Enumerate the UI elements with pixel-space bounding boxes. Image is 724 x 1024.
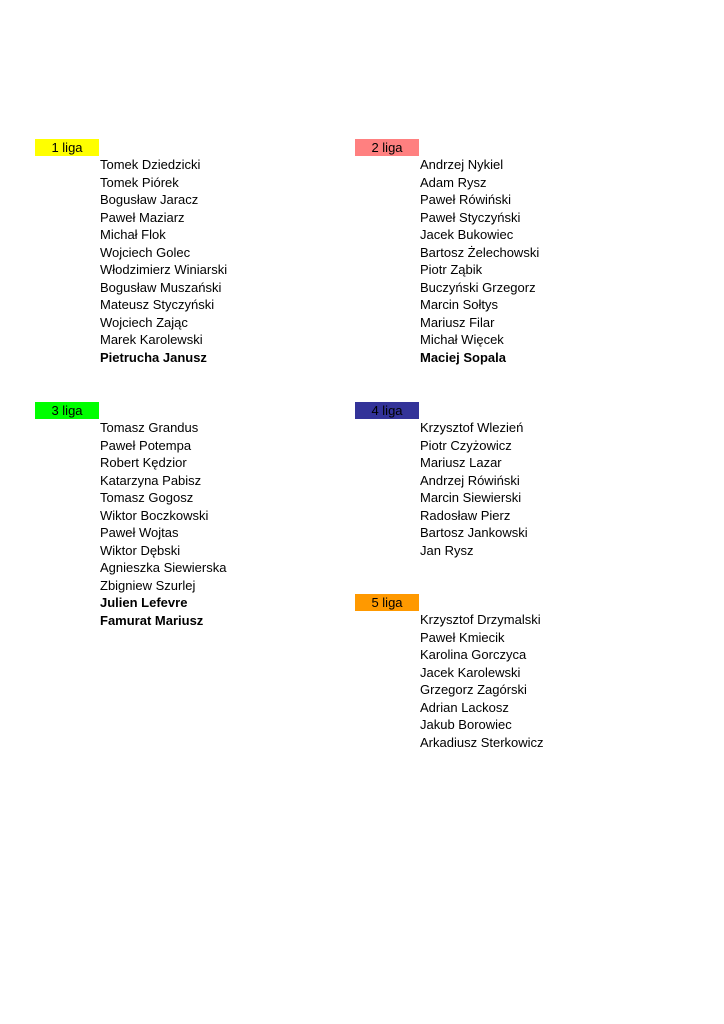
player-name: Marcin Siewierski <box>420 490 522 505</box>
player-name: Adam Rysz <box>420 174 487 190</box>
player-name: Bogusław Jaracz <box>100 192 199 207</box>
player-name: Jakub Borowiec <box>420 717 512 732</box>
league-label: 3 liga <box>35 402 99 419</box>
player-name: Michał Flok <box>100 227 166 242</box>
player-name: Tomek Dziedzicki <box>100 157 201 172</box>
player-name: Radosław Pierz <box>420 507 511 523</box>
player-list <box>100 419 226 629</box>
player-name: Buczyński Grzegorz <box>420 279 536 295</box>
player-name: Zbigniew Szurlej <box>100 577 196 593</box>
player-name: Karolina Gorczyca <box>420 647 527 662</box>
player-list <box>420 611 544 751</box>
player-name: Andrzej Nykiel <box>420 157 504 172</box>
player-name: Mateusz Styczyński <box>100 297 215 312</box>
player-list <box>420 156 539 366</box>
player-name: Krzysztof Wlezień <box>420 420 524 435</box>
player-name: Piotr Ząbik <box>420 262 483 277</box>
player-name: Robert Kędzior <box>100 455 187 470</box>
player-name: Wiktor Dębski <box>100 542 181 558</box>
player-name: Katarzyna Pabisz <box>100 472 202 488</box>
player-list <box>420 419 528 559</box>
player-name: Piotr Czyżowicz <box>420 437 512 453</box>
player-name: Paweł Rówiński <box>420 192 512 207</box>
player-name-bold: Julien Lefevre <box>100 595 188 610</box>
player-name: Paweł Styczyński <box>420 209 521 225</box>
player-name: Tomasz Gogosz <box>100 490 194 505</box>
player-name-bold: Famurat Mariusz <box>100 612 204 628</box>
player-name: Wojciech Golec <box>100 244 191 260</box>
player-name: Jacek Bukowiec <box>420 227 514 242</box>
player-name: Mariusz Lazar <box>420 455 502 470</box>
player-name: Agnieszka Siewierska <box>100 560 227 575</box>
player-name: Paweł Kmiecik <box>420 629 505 645</box>
player-name: Tomek Piórek <box>100 174 179 190</box>
player-name: Arkadiusz Sterkowicz <box>420 734 544 750</box>
league-label: 4 liga <box>355 402 419 419</box>
player-name: Adrian Lackosz <box>420 699 509 715</box>
player-name: Paweł Potempa <box>100 437 192 453</box>
player-name: Wojciech Zając <box>100 314 188 330</box>
player-name-bold: Pietrucha Janusz <box>100 349 207 365</box>
player-name: Bogusław Muszański <box>100 279 222 295</box>
league-label: 1 liga <box>35 139 99 156</box>
player-name: Grzegorz Zagórski <box>420 682 527 697</box>
player-name: Tomasz Grandus <box>100 420 199 435</box>
player-name: Krzysztof Drzymalski <box>420 612 541 627</box>
player-name: Bartosz Żelechowski <box>420 244 540 260</box>
player-name-bold: Maciej Sopala <box>420 349 506 365</box>
player-name: Wiktor Boczkowski <box>100 507 209 523</box>
player-name: Marcin Sołtys <box>420 297 499 312</box>
player-name: Jan Rysz <box>420 542 474 558</box>
league-label: 5 liga <box>355 594 419 611</box>
player-name: Michał Więcek <box>420 332 504 347</box>
league-label: 2 liga <box>355 139 419 156</box>
player-name: Włodzimierz Winiarski <box>100 262 228 277</box>
player-name: Marek Karolewski <box>100 332 203 347</box>
player-name: Mariusz Filar <box>420 314 495 330</box>
player-name: Paweł Wojtas <box>100 525 179 540</box>
player-name: Andrzej Rówiński <box>420 472 520 488</box>
player-name: Paweł Maziarz <box>100 209 185 225</box>
player-list <box>100 156 227 366</box>
player-name: Bartosz Jankowski <box>420 525 528 540</box>
player-name: Jacek Karolewski <box>420 664 521 680</box>
